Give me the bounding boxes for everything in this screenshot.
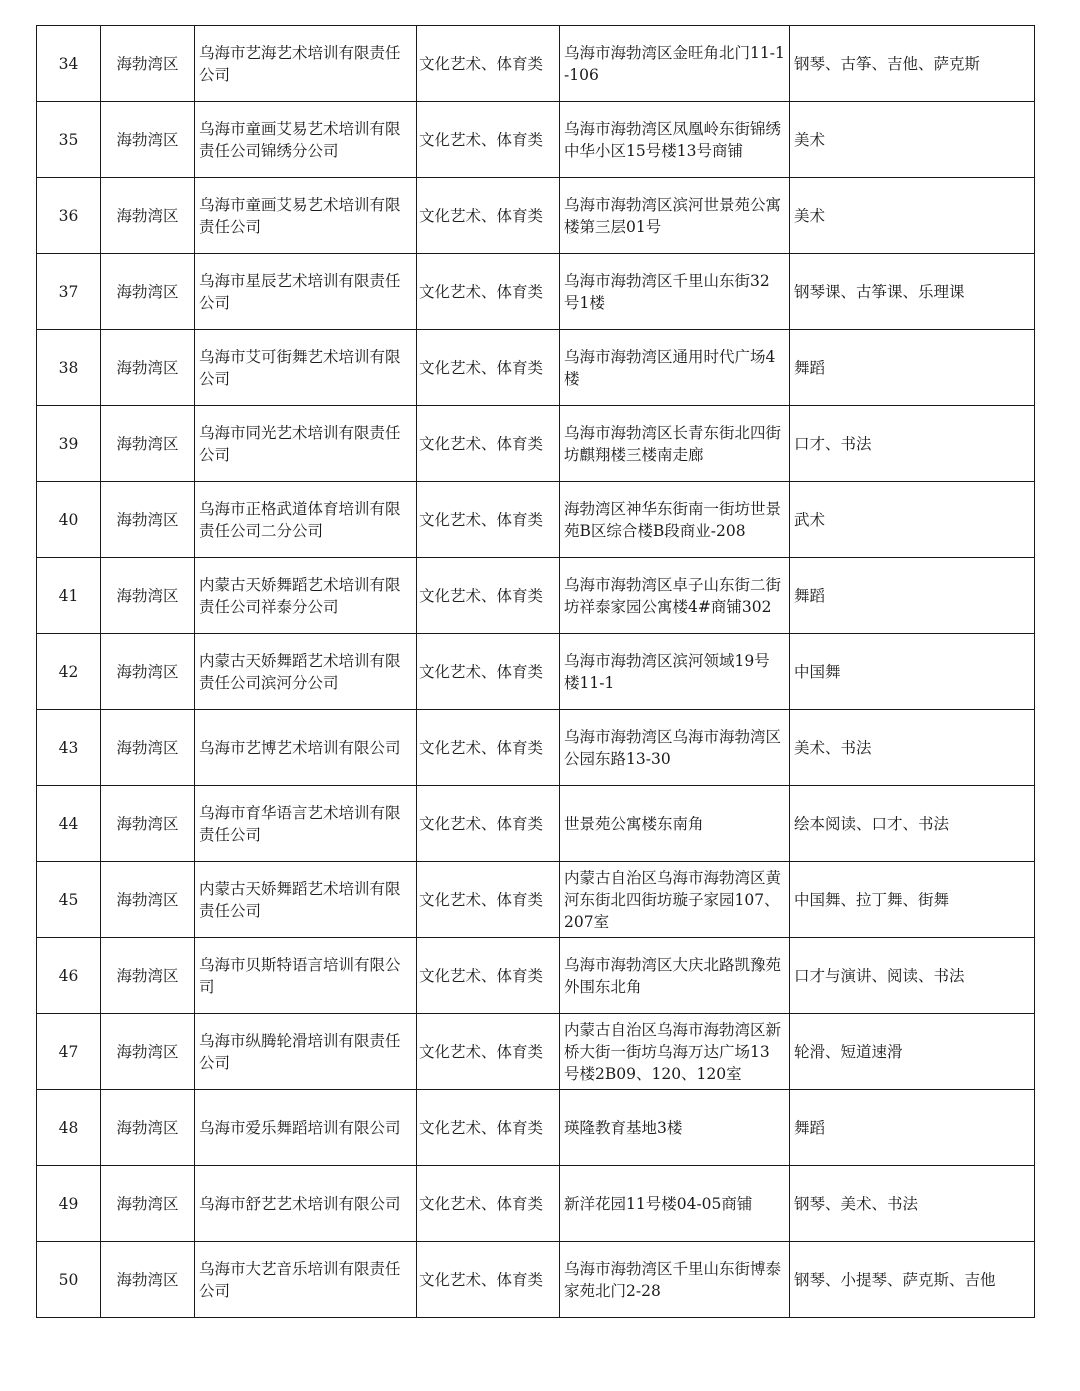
table-row bbox=[37, 178, 1035, 254]
category-cell: 文化艺术、体育类 bbox=[417, 406, 560, 482]
category-cell: 文化艺术、体育类 bbox=[417, 634, 560, 710]
table-row bbox=[37, 1242, 1035, 1318]
courses-cell: 钢琴、美术、书法 bbox=[790, 1166, 1035, 1242]
row-number: 44 bbox=[37, 786, 101, 862]
category-cell: 文化艺术、体育类 bbox=[417, 482, 560, 558]
table-row bbox=[37, 330, 1035, 406]
table-row bbox=[37, 938, 1035, 1014]
courses-cell: 美术、书法 bbox=[790, 710, 1035, 786]
row-number: 47 bbox=[37, 1014, 101, 1090]
address-cell: 内蒙古自治区乌海市海勃湾区黄河东街北四街坊璇子家园107、207室 bbox=[560, 862, 790, 938]
district-cell: 海勃湾区 bbox=[101, 786, 195, 862]
address-cell: 乌海市海勃湾区通用时代广场4楼 bbox=[560, 330, 790, 406]
district-cell: 海勃湾区 bbox=[101, 482, 195, 558]
institution-name-cell: 乌海市舒艺艺术培训有限公司 bbox=[195, 1166, 417, 1242]
institution-name-cell: 乌海市艺海艺术培训有限责任公司 bbox=[195, 26, 417, 102]
institution-name-cell: 乌海市艺博艺术培训有限公司 bbox=[195, 710, 417, 786]
category-cell: 文化艺术、体育类 bbox=[417, 102, 560, 178]
courses-cell: 钢琴课、古筝课、乐理课 bbox=[790, 254, 1035, 330]
table-row bbox=[37, 102, 1035, 178]
district-cell: 海勃湾区 bbox=[101, 1090, 195, 1166]
district-cell: 海勃湾区 bbox=[101, 1242, 195, 1318]
category-cell: 文化艺术、体育类 bbox=[417, 786, 560, 862]
institution-name-cell: 乌海市纵腾轮滑培训有限责任公司 bbox=[195, 1014, 417, 1090]
courses-cell: 中国舞、拉丁舞、街舞 bbox=[790, 862, 1035, 938]
district-cell: 海勃湾区 bbox=[101, 178, 195, 254]
institution-name-cell: 乌海市同光艺术培训有限责任公司 bbox=[195, 406, 417, 482]
address-cell: 乌海市海勃湾区滨河世景苑公寓楼第三层01号 bbox=[560, 178, 790, 254]
table-row bbox=[37, 710, 1035, 786]
courses-cell: 中国舞 bbox=[790, 634, 1035, 710]
address-cell: 世景苑公寓楼东南角 bbox=[560, 786, 790, 862]
row-number: 49 bbox=[37, 1166, 101, 1242]
category-cell: 文化艺术、体育类 bbox=[417, 1090, 560, 1166]
courses-cell: 舞蹈 bbox=[790, 558, 1035, 634]
category-cell: 文化艺术、体育类 bbox=[417, 862, 560, 938]
courses-cell: 武术 bbox=[790, 482, 1035, 558]
category-cell: 文化艺术、体育类 bbox=[417, 558, 560, 634]
category-cell: 文化艺术、体育类 bbox=[417, 1166, 560, 1242]
institution-name-cell: 乌海市艾可街舞艺术培训有限公司 bbox=[195, 330, 417, 406]
table-row bbox=[37, 482, 1035, 558]
district-cell: 海勃湾区 bbox=[101, 254, 195, 330]
courses-cell: 舞蹈 bbox=[790, 330, 1035, 406]
address-cell: 乌海市海勃湾区千里山东街博泰家苑北门2-28 bbox=[560, 1242, 790, 1318]
row-number: 35 bbox=[37, 102, 101, 178]
institution-name-cell: 乌海市育华语言艺术培训有限责任公司 bbox=[195, 786, 417, 862]
courses-cell: 口才与演讲、阅读、书法 bbox=[790, 938, 1035, 1014]
institution-name-cell: 内蒙古天娇舞蹈艺术培训有限责任公司 bbox=[195, 862, 417, 938]
category-cell: 文化艺术、体育类 bbox=[417, 1242, 560, 1318]
row-number: 34 bbox=[37, 26, 101, 102]
institution-name-cell: 乌海市童画艾易艺术培训有限责任公司 bbox=[195, 178, 417, 254]
district-cell: 海勃湾区 bbox=[101, 1166, 195, 1242]
table-row bbox=[37, 1014, 1035, 1090]
district-cell: 海勃湾区 bbox=[101, 406, 195, 482]
courses-cell: 美术 bbox=[790, 102, 1035, 178]
row-number: 45 bbox=[37, 862, 101, 938]
institution-name-cell: 乌海市爱乐舞蹈培训有限公司 bbox=[195, 1090, 417, 1166]
address-cell: 乌海市海勃湾区滨河领域19号楼11-1 bbox=[560, 634, 790, 710]
address-cell: 海勃湾区神华东街南一街坊世景苑B区综合楼B段商业-208 bbox=[560, 482, 790, 558]
district-cell: 海勃湾区 bbox=[101, 558, 195, 634]
row-number: 40 bbox=[37, 482, 101, 558]
address-cell: 乌海市海勃湾区乌海市海勃湾区公园东路13-30 bbox=[560, 710, 790, 786]
district-cell: 海勃湾区 bbox=[101, 710, 195, 786]
courses-cell: 绘本阅读、口才、书法 bbox=[790, 786, 1035, 862]
courses-cell: 钢琴、古筝、吉他、萨克斯 bbox=[790, 26, 1035, 102]
institution-name-cell: 内蒙古天娇舞蹈艺术培训有限责任公司滨河分公司 bbox=[195, 634, 417, 710]
courses-cell: 口才、书法 bbox=[790, 406, 1035, 482]
district-cell: 海勃湾区 bbox=[101, 1014, 195, 1090]
row-number: 50 bbox=[37, 1242, 101, 1318]
district-cell: 海勃湾区 bbox=[101, 330, 195, 406]
row-number: 42 bbox=[37, 634, 101, 710]
category-cell: 文化艺术、体育类 bbox=[417, 1014, 560, 1090]
district-cell: 海勃湾区 bbox=[101, 634, 195, 710]
category-cell: 文化艺术、体育类 bbox=[417, 330, 560, 406]
table-row bbox=[37, 1166, 1035, 1242]
row-number: 43 bbox=[37, 710, 101, 786]
address-cell: 新洋花园11号楼04-05商铺 bbox=[560, 1166, 790, 1242]
district-cell: 海勃湾区 bbox=[101, 102, 195, 178]
district-cell: 海勃湾区 bbox=[101, 862, 195, 938]
institution-name-cell: 乌海市正格武道体育培训有限责任公司二分公司 bbox=[195, 482, 417, 558]
table-row bbox=[37, 26, 1035, 102]
table-row bbox=[37, 254, 1035, 330]
table-row bbox=[37, 1090, 1035, 1166]
institution-name-cell: 乌海市大艺音乐培训有限责任公司 bbox=[195, 1242, 417, 1318]
table-body bbox=[37, 26, 1035, 1318]
courses-cell: 美术 bbox=[790, 178, 1035, 254]
table-row bbox=[37, 862, 1035, 938]
row-number: 37 bbox=[37, 254, 101, 330]
address-cell: 内蒙古自治区乌海市海勃湾区新桥大街一街坊乌海万达广场13号楼2B09、120、120室 bbox=[560, 1014, 790, 1090]
category-cell: 文化艺术、体育类 bbox=[417, 254, 560, 330]
institution-name-cell: 乌海市星辰艺术培训有限责任公司 bbox=[195, 254, 417, 330]
institution-name-cell: 内蒙古天娇舞蹈艺术培训有限责任公司祥泰分公司 bbox=[195, 558, 417, 634]
district-cell: 海勃湾区 bbox=[101, 26, 195, 102]
institution-table bbox=[36, 25, 1035, 1318]
table-row bbox=[37, 786, 1035, 862]
address-cell: 瑛隆教育基地3楼 bbox=[560, 1090, 790, 1166]
row-number: 41 bbox=[37, 558, 101, 634]
row-number: 48 bbox=[37, 1090, 101, 1166]
address-cell: 乌海市海勃湾区千里山东街32号1楼 bbox=[560, 254, 790, 330]
row-number: 36 bbox=[37, 178, 101, 254]
row-number: 38 bbox=[37, 330, 101, 406]
row-number: 46 bbox=[37, 938, 101, 1014]
address-cell: 乌海市海勃湾区凤凰岭东街锦绣中华小区15号楼13号商铺 bbox=[560, 102, 790, 178]
address-cell: 乌海市海勃湾区大庆北路凯豫苑外围东北角 bbox=[560, 938, 790, 1014]
category-cell: 文化艺术、体育类 bbox=[417, 26, 560, 102]
row-number: 39 bbox=[37, 406, 101, 482]
table-row bbox=[37, 406, 1035, 482]
institution-name-cell: 乌海市童画艾易艺术培训有限责任公司锦绣分公司 bbox=[195, 102, 417, 178]
courses-cell: 舞蹈 bbox=[790, 1090, 1035, 1166]
courses-cell: 轮滑、短道速滑 bbox=[790, 1014, 1035, 1090]
district-cell: 海勃湾区 bbox=[101, 938, 195, 1014]
address-cell: 乌海市海勃湾区长青东街北四街坊麒翔楼三楼南走廊 bbox=[560, 406, 790, 482]
institution-name-cell: 乌海市贝斯特语言培训有限公司 bbox=[195, 938, 417, 1014]
category-cell: 文化艺术、体育类 bbox=[417, 710, 560, 786]
table-row bbox=[37, 634, 1035, 710]
table-row bbox=[37, 558, 1035, 634]
category-cell: 文化艺术、体育类 bbox=[417, 938, 560, 1014]
category-cell: 文化艺术、体育类 bbox=[417, 178, 560, 254]
address-cell: 乌海市海勃湾区卓子山东街二街坊祥泰家园公寓楼4#商铺302 bbox=[560, 558, 790, 634]
courses-cell: 钢琴、小提琴、萨克斯、吉他 bbox=[790, 1242, 1035, 1318]
address-cell: 乌海市海勃湾区金旺角北门11-1-106 bbox=[560, 26, 790, 102]
